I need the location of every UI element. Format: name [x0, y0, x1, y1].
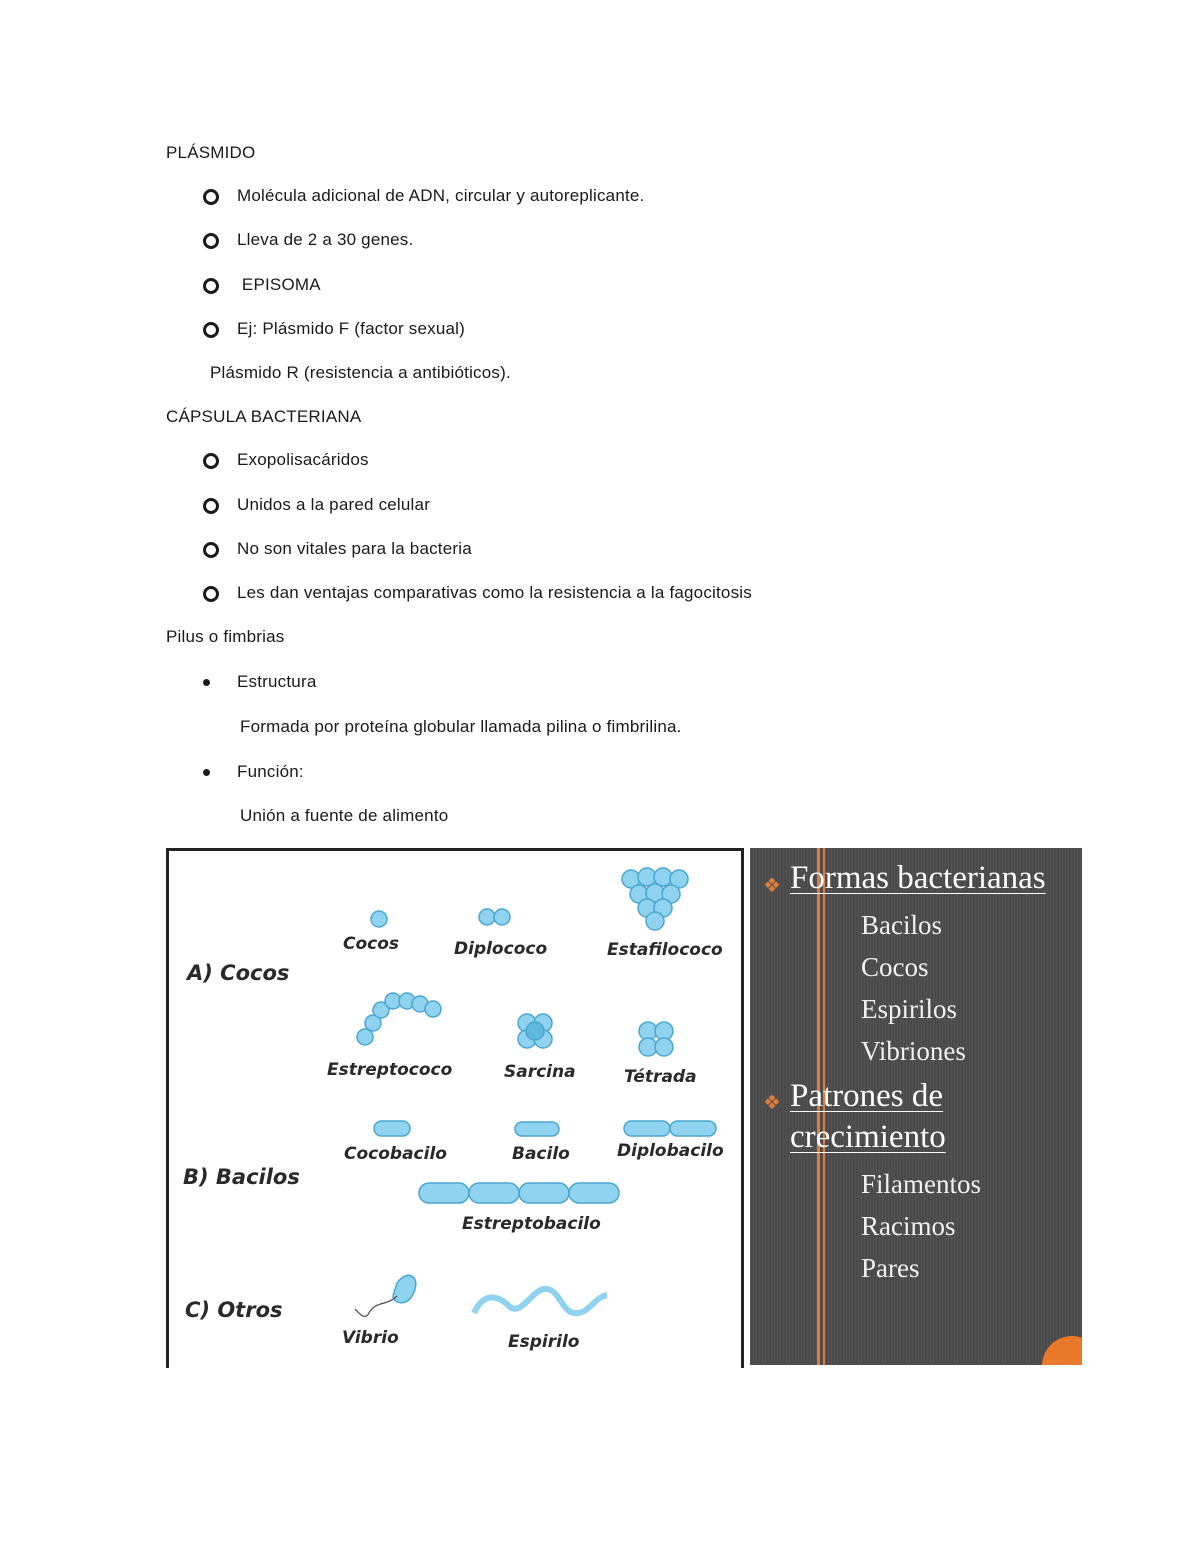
- heading-pilus: Pilus o fimbrias: [166, 627, 285, 646]
- vibrio-flagellum: [355, 1296, 397, 1316]
- label-vibrio: Vibrio: [342, 1328, 399, 1348]
- circle-bullet-icon: [203, 542, 219, 558]
- pilus-funcion-label: Función:: [237, 762, 304, 781]
- slide-item: Cocos: [861, 952, 929, 982]
- pilus-estructura-text: Formada por proteína globular llamada pilina o fimbrilina.: [240, 717, 682, 736]
- vibrio-cell: [393, 1275, 416, 1302]
- slide-item: Pares: [861, 1253, 920, 1283]
- plasmido-continuation: Plásmido R (resistencia a antibióticos).: [210, 363, 511, 382]
- slide-title-crecimiento: crecimiento: [790, 1119, 946, 1155]
- capsula-item-3: No son vitales para la bacteria: [237, 539, 472, 558]
- diplococo-cell: [494, 909, 510, 925]
- label-cocos: Cocos: [343, 934, 400, 954]
- label-diplococo: Diplococo: [454, 939, 548, 959]
- bacterial-shapes-figure: [166, 848, 744, 1368]
- estafilococo-cluster: [622, 868, 688, 930]
- tetrada-group: [639, 1022, 673, 1056]
- slide-item: Bacilos: [861, 910, 942, 940]
- circle-bullet-icon: [203, 322, 219, 338]
- coco-cell: [371, 911, 387, 927]
- slide-panel: [750, 848, 1082, 1365]
- slide-item: Racimos: [861, 1211, 956, 1241]
- label-diplobacilo: Diplobacilo: [617, 1141, 724, 1161]
- label-estreptococo: Estreptococo: [327, 1060, 453, 1080]
- heading-capsula: CÁPSULA BACTERIANA: [166, 407, 362, 426]
- heading-plasmido: PLÁSMIDO: [166, 143, 256, 162]
- diamond-bullet-icon: ❖: [763, 1092, 781, 1114]
- plasmido-item-4: Ej: Plásmido F (factor sexual): [237, 319, 466, 338]
- circle-bullet-icon: [203, 233, 219, 249]
- sarcina-cube: [518, 1014, 552, 1048]
- label-espirilo: Espirilo: [508, 1332, 580, 1352]
- diamond-bullet-icon: ❖: [763, 875, 781, 897]
- slide-title-formas: Formas bacterianas: [790, 860, 1046, 896]
- slide-item: Filamentos: [861, 1169, 981, 1199]
- plasmido-item-3: EPISOMA: [237, 275, 321, 294]
- cocobacilo-cell: [374, 1121, 410, 1136]
- slide-item: Vibriones: [861, 1036, 966, 1066]
- diplobacilo-cell: [670, 1121, 716, 1136]
- label-bacilo: Bacilo: [512, 1144, 570, 1164]
- capsula-item-1: Exopolisacáridos: [237, 450, 369, 469]
- plasmido-item-2: Lleva de 2 a 30 genes.: [237, 230, 414, 249]
- circle-bullet-icon: [203, 498, 219, 514]
- circle-bullet-icon: [203, 189, 219, 205]
- pilus-funcion-text: Unión a fuente de alimento: [240, 806, 449, 825]
- bacteria-illustration: [169, 851, 741, 1368]
- label-cocobacilo: Cocobacilo: [344, 1144, 447, 1164]
- accent-circle: [1042, 1336, 1082, 1365]
- circle-bullet-icon: [203, 453, 219, 469]
- estreptococo-chain: [357, 993, 441, 1045]
- diplobacilo-cell: [624, 1121, 670, 1136]
- pilus-estructura-label: Estructura: [237, 672, 317, 691]
- circle-bullet-icon: [203, 278, 219, 294]
- label-estreptobacilo: Estreptobacilo: [462, 1214, 601, 1234]
- section-otros: C) Otros: [185, 1298, 283, 1322]
- dot-bullet-icon: [203, 679, 210, 686]
- espirilo-cell: [474, 1289, 607, 1313]
- section-cocos: A) Cocos: [187, 961, 290, 985]
- section-bacilos: B) Bacilos: [183, 1165, 300, 1189]
- capsula-item-4: Les dan ventajas comparativas como la resistencia a la fagocitosis: [237, 583, 752, 602]
- dot-bullet-icon: [203, 769, 210, 776]
- capsula-item-2: Unidos a la pared celular: [237, 495, 431, 514]
- bacilo-cell: [515, 1122, 559, 1136]
- diplococo-cell: [479, 909, 495, 925]
- label-estafilococo: Estafilococo: [607, 940, 723, 960]
- estreptobacilo-chain: [419, 1183, 619, 1203]
- plasmido-item-1: Molécula adicional de ADN, circular y autoreplicante.: [237, 186, 645, 205]
- slide-title-patrones: Patrones de: [790, 1078, 944, 1114]
- label-tetrada: Tétrada: [624, 1067, 697, 1087]
- label-sarcina: Sarcina: [504, 1062, 576, 1082]
- circle-bullet-icon: [203, 586, 219, 602]
- slide-item: Espirilos: [861, 994, 958, 1024]
